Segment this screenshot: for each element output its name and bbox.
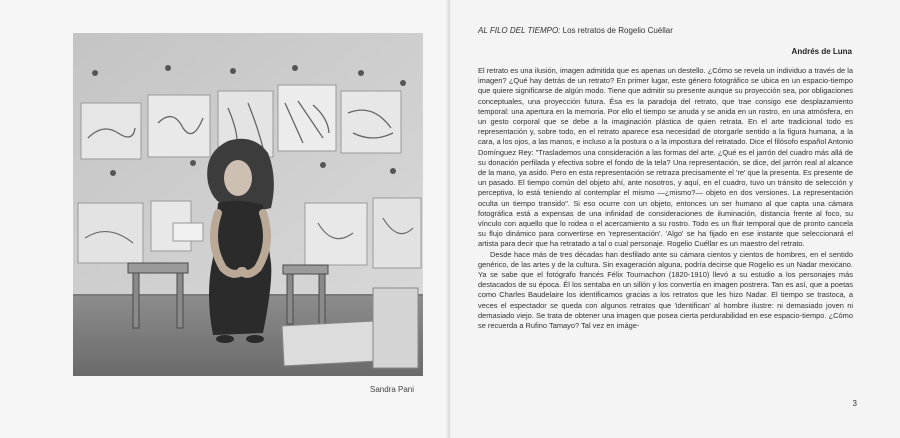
header-series: AL FILO DEL TIEMPO: [478,26,561,35]
header-title: Los retratos de Rogelio Cuéllar [562,26,673,35]
page-number: 3 [852,399,857,408]
portrait-photo [73,33,423,376]
running-header [478,26,673,35]
author-name: Andrés de Luna [791,47,852,56]
paragraph-1: El retrato es una ilusión, imagen admitida que es apenas un destello. ¿Cómo se revela un individuo a través de la imagen? ¿Qué hay detrás de un retrato? En primer lugar, este género fotográfico se ubica en un espacio-tiempo que quiere significarse de algún modo. Tiene que admitir su presente aunque su proyección sea, por obligaciones conceptuales, una proyección futura. Ésa es la paradoja del retrato, que trae consigo ese desplazamiento temporal: una apertura en la memoria. Por ello el tiempo se anuda y se anida en un rostro, en una atmósfera, en un gesto corporal que se debe a la imaginación plástica de quien retrata. En el arte tradicional todo es representación y, sobre todo, en el retrato aparece esa necesidad de otorgarle sentido a la figura humana, a la cara, a los ojos, a las manos, e incluso a la postura o a la impostura del retratado. Dice el filósofo español Antonio Domínguez Rey: "Traslademos una consideración a las formas del arte. ¿Qué es el jarrón del cuadro más allá de su donación perfilada y efectiva sobre el fondo de la tela? Una representación, se dice, del jarrón real al alcance de la mano, ya asido. Pero en esta representación se retraza precisamente el 're' que la presenta. Es presente de un pasado. El tiempo común del objeto ahí, ante nosotros, y aquí, en el cuadro, tuvo un tránsito de selección y perceptiva, lo está teniendo al contemplar el mismo —¿mismo?— objeto en dos versiones. La representación oculta un tiempo transido". Si eso ocurre con un objeto, entonces un ser humano al que capta una cámara fotográfica está a expensas de una infinidad de consideraciones de iluminación, distancia frente al foco, su vínculo con aquello que lo rodea o el acercamiento a su rostro. Todo es un fluir temporal que de pronto cancela su flujo dinámico para convertirse en 'representación'. 'Algo' se ha fijado en ese instante que seleccionará el artista para decir que ha retratado a tal o cual personaje. Rogelio Cuéllar es un maestro del retrato. [478,66,854,249]
photo-caption: Sandra Pani [370,385,415,394]
essay-body [478,66,853,331]
studio-photo-illustration [73,33,423,376]
paragraph-2: Desde hace más de tres décadas han desfilado ante su cámara cientos y cientos de hombres, en el sentido genérico, de las artes y de la cultura. Sin exageración alguna, podría decirse que Rogelio es un Nadar mexicano. Ya se sabe que el fotógrafo francés Félix Tournachon (1820-1910) llevó a su estudio a los personajes más destacados de su época. Él los sentaba en un sillón y los convertía en imagen postrera. Tan es así, que a poetas como Charles Baudelaire los identificamos gracias a los retratos que les hizo Nadar. El tiempo se trastoca, a veces el espectador se queda con algunos retratos que 'identifican' al hombre ilustre: ni demasiado joven ni demasiado viejo. Se trata de obtener una imagen que posea cierta perdurabilidad en ese espacio-tiempo. ¿Cómo se recuerda a Rufino Tamayo? Tal vez en imáge- [478,249,853,331]
